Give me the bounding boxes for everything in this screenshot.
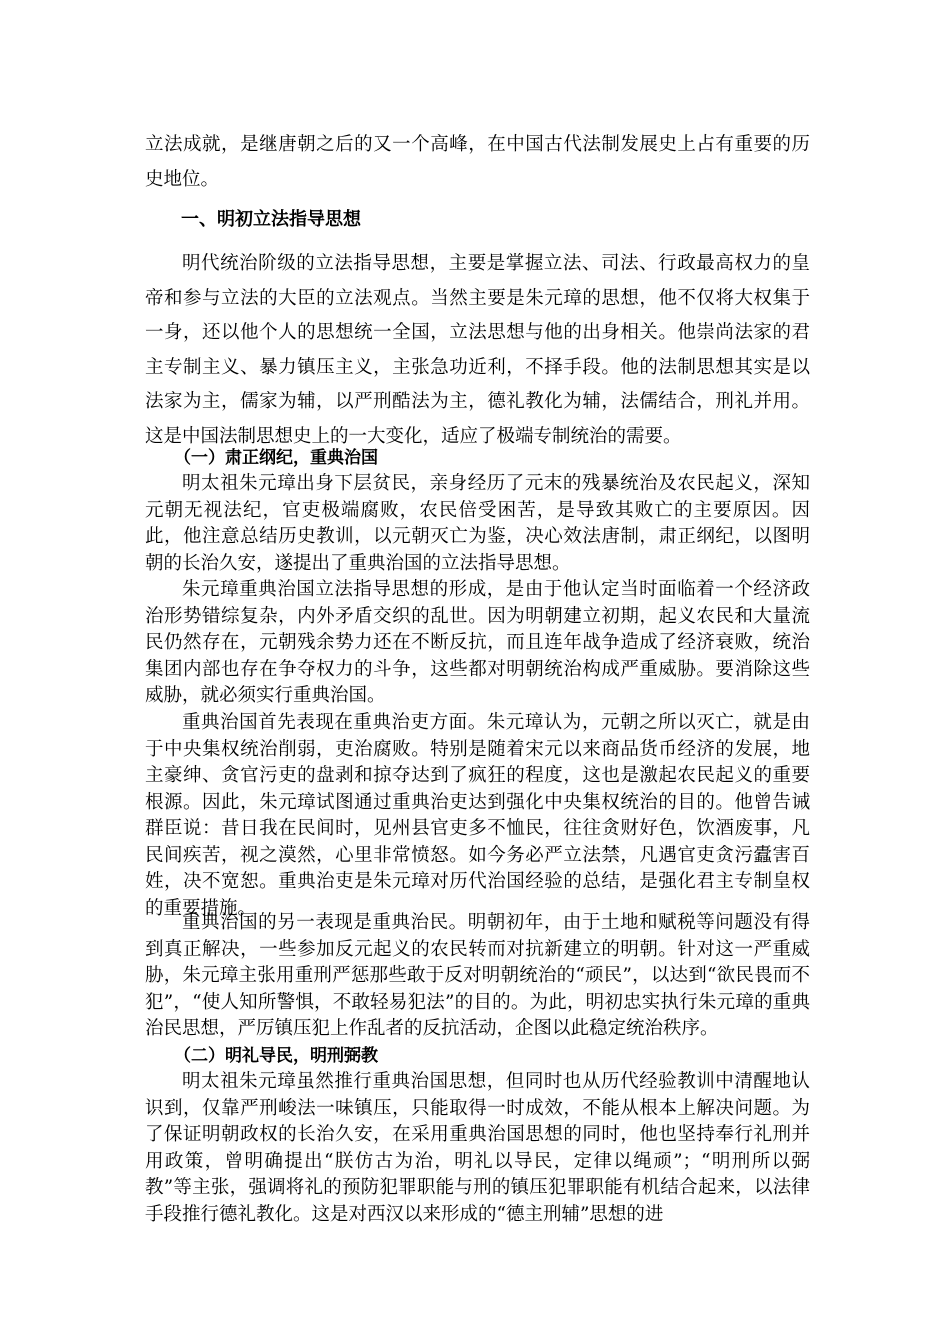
section1-paragraph: 明代统治阶级的立法指导思想，主要是掌握立法、司法、行政最高权力的皇帝和参与立法的大臣的立法观点。当然主要是朱元璋的思想，他不仅将大权集于一身，还以他个人的思想统一全国，立法思想与他的出身相关。他崇尚法家的君主专制主义、暴力镇压主义，主张急功近利，不择手段。他的法制思想其实是以法家为主，儒家为辅，以严刑酷法为主，德礼教化为辅，法儒结合，刑礼并用。这是中国法制思想史上的一大变化，适应了极端专制统治的需要。 bbox=[145, 253, 810, 447]
subsection1-paragraph: 重典治国的另一表现是重典治民。明朝初年，由于土地和赋税等问题没有得到真正解决，一些参加反元起义的农民转而对抗新建立的明朝。针对这一严重威胁，朱元璋主张用重刑严惩那些敢于反对明朝统治的“顽民”，以达到“欲民畏而不犯”，“使人知所警惧，不敢轻易犯法”的目的。为此，明初忠实执行朱元璋的重典治民思想，严厉镇压犯上作乱者的反抗活动，企图以此稳定统治秩序。 bbox=[145, 912, 810, 1039]
subsection1-paragraph: 明太祖朱元璋出身下层贫民，亲身经历了元末的残暴统治及农民起义，深知元朝无视法纪，官吏极端腐败，农民倍受困苦，是导致其败亡的主要原因。因此，他注意总结历史教训，以元朝灭亡为鉴，决心效法唐制，肃正纲纪，以图明朝的长治久安，遂提出了重典治国的立法指导思想。 bbox=[145, 473, 810, 574]
subsection1-paragraph: 朱元璋重典治国立法指导思想的形成，是由于他认定当时面临着一个经济政治形势错综复杂，内外矛盾交织的乱世。因为明朝建立初期，起义农民和大量流民仍然存在，元朝残余势力还在不断反抗，而且连年战争造成了经济衰败，统治集团内部也存在争夺权力的斗争，这些都对明朝统治构成严重威胁。要消除这些威胁，就必须实行重典治国。 bbox=[145, 579, 810, 706]
section-heading-1: 一、明初立法指导思想 bbox=[181, 209, 361, 230]
intro-paragraph: 立法成就，是继唐朝之后的又一个高峰，在中国古代法制发展史上占有重要的历史地位。 bbox=[145, 134, 810, 190]
subsection-heading-2: （二）明礼导民，明刑弼教 bbox=[174, 1046, 378, 1066]
subsection1-paragraph: 重典治国首先表现在重典治吏方面。朱元璋认为，元朝之所以灭亡，就是由于中央集权统治削弱，吏治腐败。特别是随着宋元以来商品货币经济的发展，地主豪绅、贪官污吏的盘剥和掠夺达到了疯狂的程度，这也是激起农民起义的重要根源。因此，朱元璋试图通过重典治吏达到强化中央集权统治的目的。他曾告诫群臣说：昔日我在民间时，见州县官吏多不恤民，往往贪财好色，饮酒废事，凡民间疾苦，视之漠然，心里非常愤怒。如今务必严立法禁，凡遇官吏贪污蠹害百姓，决不宽恕。重典治吏是朱元璋对历代治国经验的总结，是强化君主专制皇权的重要措施。 bbox=[145, 712, 810, 919]
subsection-heading-1: （一）肃正纲纪，重典治国 bbox=[174, 448, 378, 468]
subsection2-paragraph: 明太祖朱元璋虽然推行重典治国思想，但同时也从历代经验教训中清醒地认识到，仅靠严刑峻法一味镇压，只能取得一时成效，不能从根本上解决问题。为了保证明朝政权的长治久安，在采用重典治国思想的同时，他也坚持奉行礼刑并用政策，曾明确提出“朕仿古为治，明礼以导民，定律以绳顽”；“明刑所以弼教”等主张，强调将礼的预防犯罪职能与刑的镇压犯罪职能有机结合起来，以法律手段推行德礼教化。这是对西汉以来形成的“德主刑辅”思想的进 bbox=[145, 1071, 810, 1225]
